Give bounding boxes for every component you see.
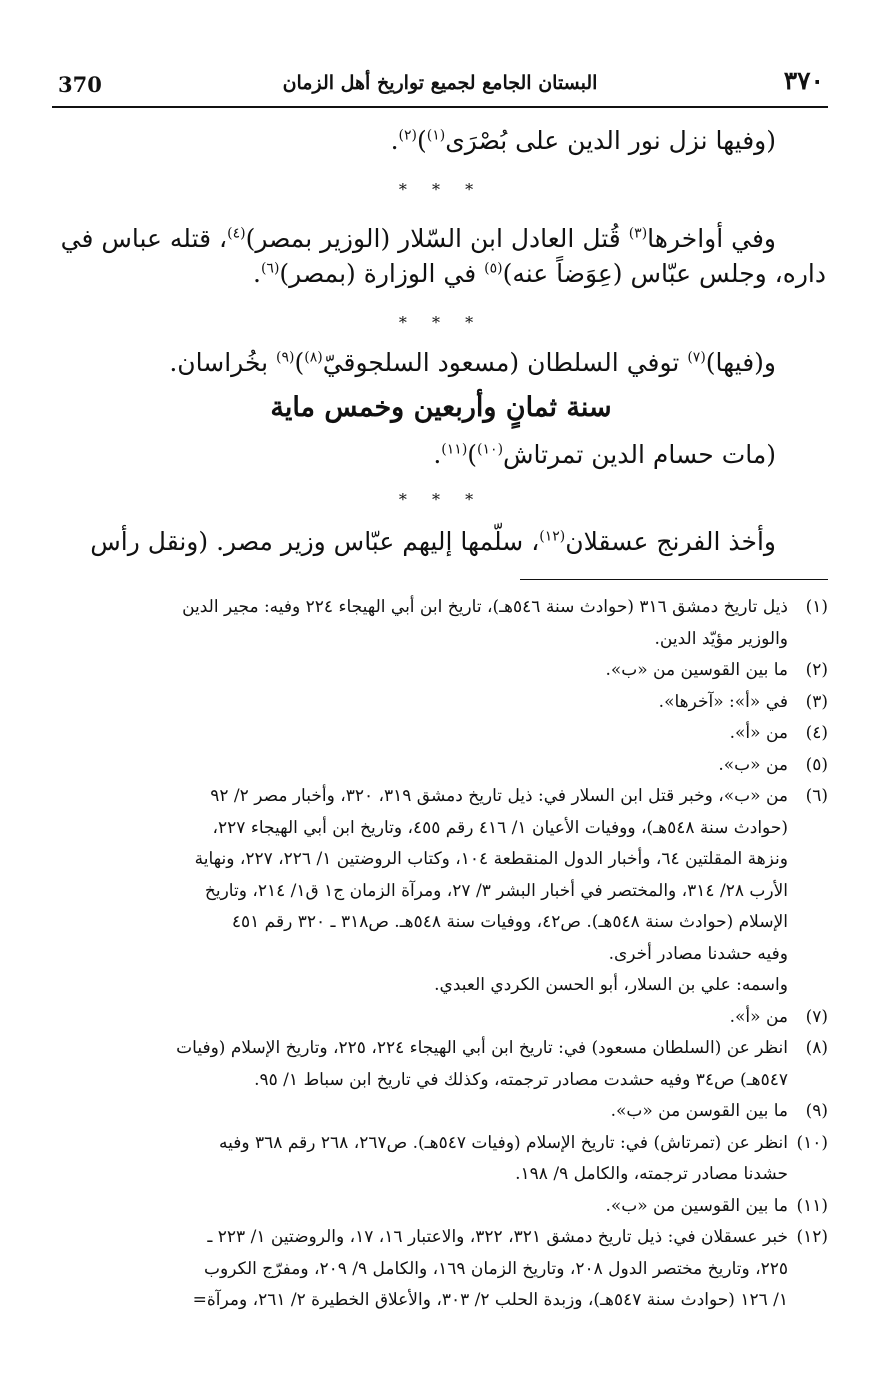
footnote xyxy=(52,1128,828,1191)
footnote-line: ما بين القوسين من «ب». xyxy=(605,660,788,680)
running-title: البستان الجامع لجميع تواريخ أهل الزمان xyxy=(282,72,598,94)
footnote-number: (٣) xyxy=(805,691,828,712)
footnote xyxy=(52,718,828,750)
footnote-number: (١١) xyxy=(796,1195,828,1216)
footnote-line: من «ب»، وخبر قتل ابن السلار في: ذيل تاريخ دمشق ٣١٩، ٣٢٠، وأخبار مصر ٢/ ٩٢ xyxy=(210,786,788,806)
footnote-line: ونزهة المقلتين ٦٤، وأخبار الدول المنقطعة ١٠٤، وكتاب الروضتين ١/ ٢٢٦، ٢٢٧، ونهاية xyxy=(194,849,788,869)
separator-stars-2: * * * xyxy=(398,313,484,332)
footnote-line: من «أ». xyxy=(729,723,788,743)
footnote-number: (٢) xyxy=(805,660,828,680)
footnote-line: وفيه حشدنا مصادر أخرى. xyxy=(608,943,788,964)
text-line-6: وأخذ الفرنج عسقلان$^{(١٢)}$، سلّمها إليهم عبّاس وزير مصر. (ونقل رأس xyxy=(90,527,776,556)
footnote-line: (حوادث سنة ٥٤٨هـ)، ووفيات الأعيان ١/ ٤١٦ رقم ٤٥٥، وتاريخ ابن أبي الهيجاء ٢٢٧، xyxy=(212,817,788,838)
footnote-line: حشدنا مصادر ترجمته، والكامل ٩/ ١٩٨. xyxy=(515,1164,788,1184)
footnote xyxy=(52,1033,828,1096)
footnote xyxy=(52,655,828,687)
footnote-line: الأرب ٢٨/ ٣١٤، والمختصر في أخبار البشر ٣/ ٢٧، ومرآة الزمان ج١ ق١/ ٢١٤، وتاريخ xyxy=(204,880,788,901)
footnote xyxy=(52,1191,828,1223)
footnote-line: ما بين القوسين من «ب». xyxy=(605,1195,788,1216)
separator-stars-3: * * * xyxy=(398,490,484,509)
footnotes xyxy=(52,592,828,1317)
footnote xyxy=(52,750,828,782)
footnote-line: واسمه: علي بن السلار، أبو الحسن الكردي العبدي. xyxy=(434,975,788,995)
footnote-line: ٥٤٧هـ) ص٣٤ وفيه حشدت مصادر ترجمته، وكذلك في تاريخ ابن سباط ١/ ٩٥. xyxy=(254,1069,788,1090)
text-line-2: وفي أواخرها$^{(٣)}$ قُتل العادل ابن السّلار (الوزير بمصر)$^{(٤)}$، قتله عباس في xyxy=(60,224,776,253)
footnote-line: ٢٢٥، وتاريخ مختصر الدول ٢٠٨، وتاريخ الزمان ١٦٩، والكامل ٩/ ٢٠٩، ومفرّج الكروب xyxy=(204,1258,788,1279)
footnote-number: (٩) xyxy=(805,1101,828,1121)
footnote-number: (٨) xyxy=(805,1038,828,1058)
footnote-line: الإسلام (حوادث سنة ٥٤٨هـ). ص٤٢، ووفيات سنة ٥٤٨هـ. ص٣١٨ ـ ٣٢٠ رقم ٤٥١ xyxy=(231,912,788,932)
footnote-line: في «أ»: «آخرها». xyxy=(658,691,788,712)
footnote-line: من «أ». xyxy=(729,1006,788,1027)
footnote xyxy=(52,1222,828,1317)
page-number-arabic: ٣٧٠ xyxy=(783,66,824,95)
year-heading: سنة ثمانٍ وأربعين وخمس ماية xyxy=(270,392,612,423)
footnote-line: ما بين القوسن من «ب». xyxy=(610,1101,788,1121)
header-rule xyxy=(52,106,828,108)
footnote-number: (٦) xyxy=(805,786,828,806)
page-number-latin: 370 xyxy=(58,72,102,97)
footnote-line: والوزير مؤيّد الدين. xyxy=(654,628,788,649)
footnote-number: (١٠) xyxy=(796,1132,828,1153)
footnote xyxy=(52,781,828,1002)
footnote-line: انظر عن (تمرتاش) في: تاريخ الإسلام (وفيات ٥٤٧هـ). ص٢٦٧، ٢٦٨ رقم ٣٦٨ وفيه xyxy=(219,1132,788,1153)
text-line-1: (وفيها نزل نور الدين على بُصْرَى$^{(١)}$)$^{(٢)}$. xyxy=(390,126,776,155)
page-header xyxy=(52,66,828,110)
footnote xyxy=(52,592,828,655)
footnote-rule xyxy=(520,579,828,580)
footnote-number: (١٢) xyxy=(796,1227,828,1247)
footnote-line: انظر عن (السلطان مسعود) في: تاريخ ابن أبي الهيجاء ٢٢٤، ٢٢٥، وتاريخ الإسلام (وفيات xyxy=(176,1038,788,1058)
footnote-number: (١) xyxy=(805,597,828,617)
footnote xyxy=(52,687,828,719)
footnote-line: خبر عسقلان في: ذيل تاريخ دمشق ٣٢١، ٣٢٢، والاعتبار ١٦، ١٧، والروضتين ١/ ٢٢٣ ـ xyxy=(207,1227,788,1247)
separator-stars-1: * * * xyxy=(398,180,484,199)
text-line-5: (مات حسام الدين تمرتاش$^{(١٠)}$)$^{(١١)}$. xyxy=(433,440,776,469)
footnote-line: ١/ ١٢٦ (حوادث سنة ٥٤٧هـ)، وزبدة الحلب ٢/ ٣٠٣، والأعلاق الخطيرة ٢/ ٢٦١، ومرآة= xyxy=(192,1290,788,1310)
footnote xyxy=(52,1002,828,1034)
text-line-4: و(فيها)$^{(٧)}$ توفي السلطان (مسعود السلجوقيّ$^{(٨)}$)$^{(٩)}$ بخُراسان. xyxy=(169,348,776,377)
footnote-number: (٧) xyxy=(805,1006,828,1027)
footnote-number: (٥) xyxy=(805,754,828,775)
footnote-line: ذيل تاريخ دمشق ٣١٦ (حوادث سنة ٥٤٦هـ)، تاريخ ابن أبي الهيجاء ٢٢٤ وفيه: مجير الدين xyxy=(182,597,788,617)
footnote-line: من «ب». xyxy=(718,754,788,775)
footnote xyxy=(52,1096,828,1128)
text-line-3: داره، وجلس عبّاس (عِوَضاً عنه)$^{(٥)}$ في الوزارة (بمصر)$^{(٦)}$. xyxy=(252,259,826,288)
footnote-number: (٤) xyxy=(805,723,828,743)
